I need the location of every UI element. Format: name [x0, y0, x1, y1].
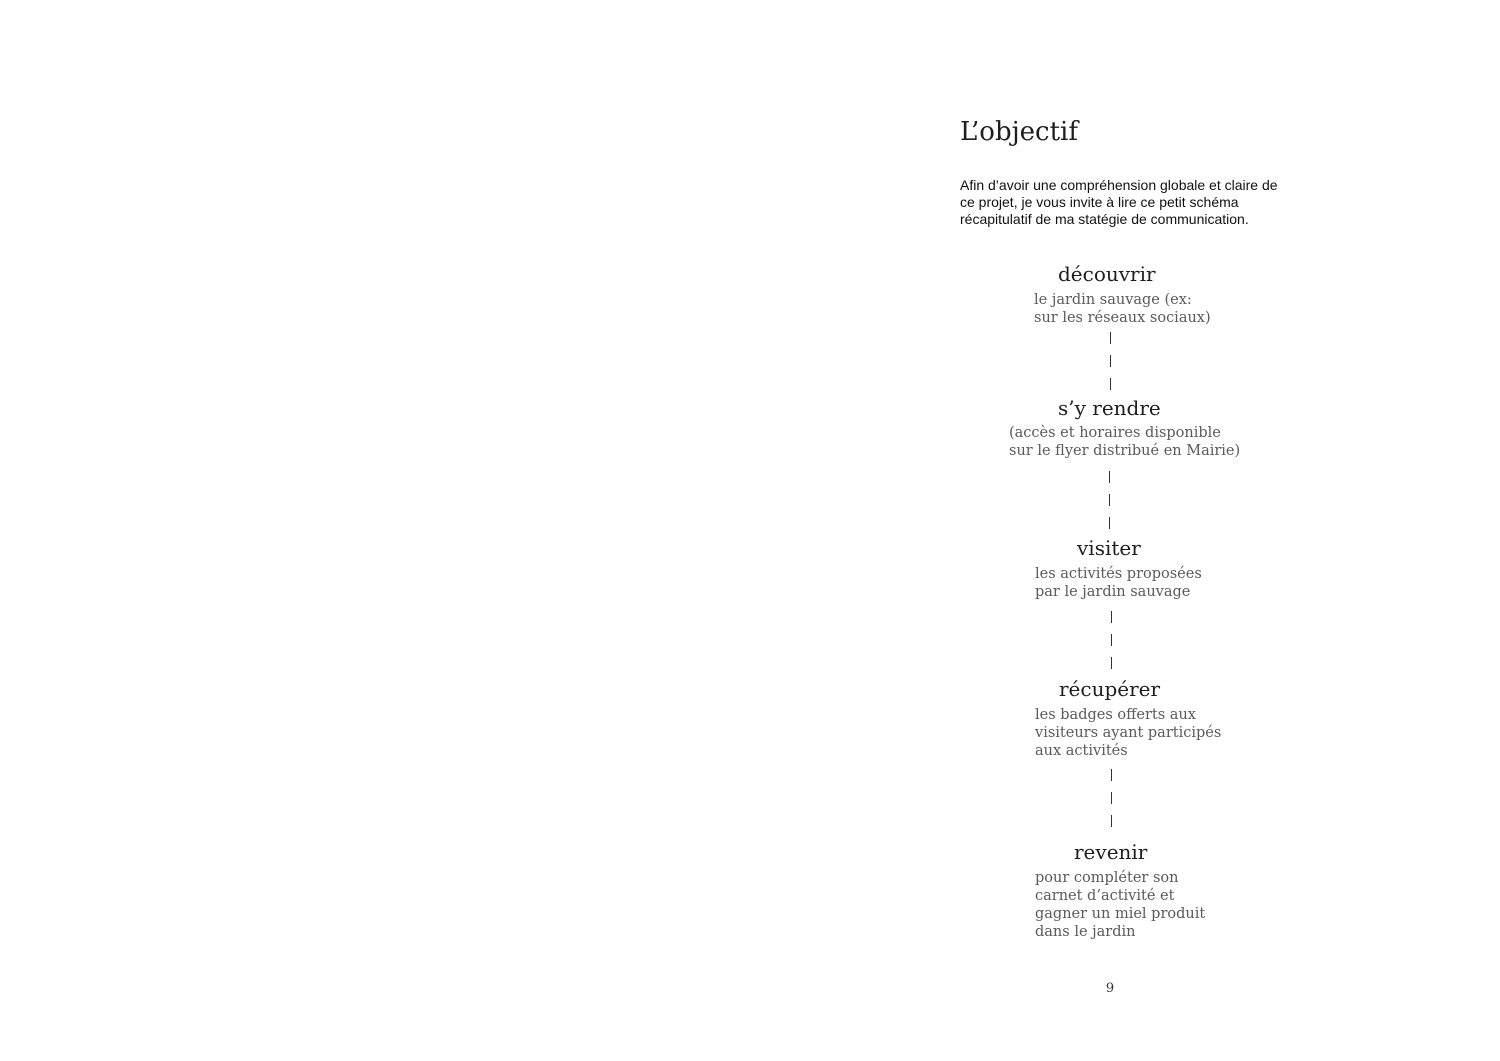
page-number: 9	[1105, 981, 1115, 996]
description-line: par le jardin sauvage	[1035, 584, 1191, 600]
description-line: sur les réseaux sociaux)	[1034, 310, 1211, 326]
description-line: pour compléter son	[1035, 870, 1179, 886]
description-line: sur le flyer distribué en Mairie)	[1009, 443, 1241, 459]
step-title-decouvrir: découvrir	[1058, 262, 1156, 286]
connector-dash	[1109, 471, 1110, 483]
step-description-sy-rendre	[1009, 424, 1240, 460]
step-description-recuperer	[1035, 706, 1221, 760]
step-title-recuperer: récupérer	[1059, 677, 1161, 701]
step-title-revenir: revenir	[1074, 840, 1148, 864]
description-line: les activités proposées	[1035, 566, 1202, 582]
description-line: le jardin sauvage (ex:	[1034, 292, 1192, 308]
intro-paragraph: Afin d’avoir une compréhension globale et claire de ce projet, je vous invite à lire ce petit schéma récapitulatif de ma statégie de communication.	[960, 177, 1278, 227]
connector-dash	[1111, 792, 1112, 804]
description-line: les badges offerts aux	[1035, 707, 1196, 723]
page-title: L’objectif	[960, 117, 1078, 147]
step-description-decouvrir	[1034, 291, 1211, 327]
connector-dash	[1109, 494, 1110, 506]
connector-dash	[1109, 517, 1110, 529]
description-line: aux activités	[1035, 743, 1128, 759]
description-line: gagner un miel produit	[1035, 906, 1206, 922]
step-title-visiter: visiter	[1077, 536, 1141, 560]
connector-dash	[1111, 769, 1112, 781]
step-description-visiter	[1035, 565, 1202, 601]
connector-dash	[1110, 378, 1111, 390]
connector-dash	[1110, 332, 1111, 344]
connector-dash	[1110, 355, 1111, 367]
right-page	[750, 0, 1500, 1061]
connector-dash	[1111, 611, 1112, 623]
description-line: dans le jardin	[1035, 924, 1136, 940]
connector-dash	[1111, 815, 1112, 827]
step-description-revenir	[1035, 869, 1205, 941]
description-line: (accès et horaires disponible	[1009, 425, 1221, 441]
step-title-sy-rendre: s’y rendre	[1058, 396, 1161, 420]
connector-dash	[1111, 634, 1112, 646]
description-line: carnet d’activité et	[1035, 888, 1175, 904]
description-line: visiteurs ayant participés	[1035, 725, 1222, 741]
connector-dash	[1111, 657, 1112, 669]
